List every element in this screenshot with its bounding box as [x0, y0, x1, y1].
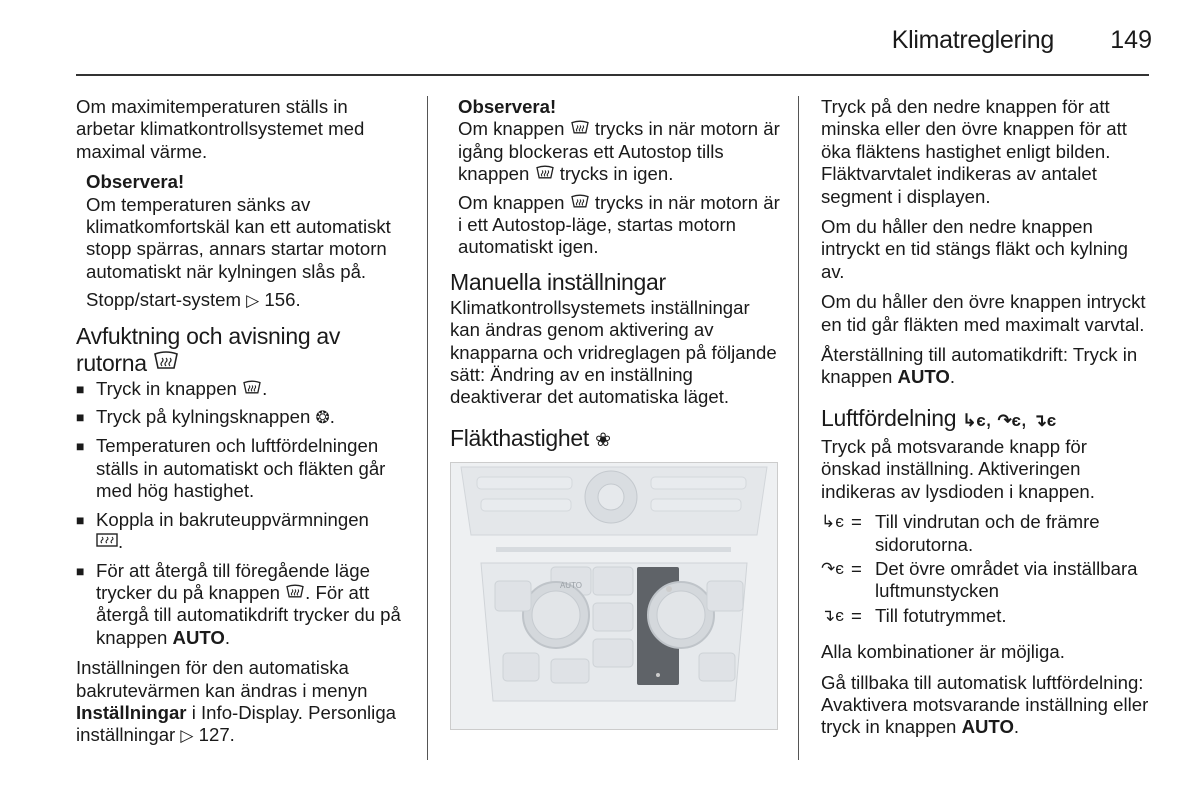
equals-sign: =: [851, 511, 862, 533]
note-box: [458, 96, 780, 259]
air-to-windshield-icon: ↳є: [821, 512, 844, 532]
note-text: trycks in när motorn är igång blockeras ett Autostop tills knappen: [458, 118, 780, 185]
distribution-list: [821, 511, 1151, 627]
column-divider-1: [427, 96, 428, 760]
air-to-windshield-icon: ↳є: [962, 410, 986, 430]
climate-panel-drawing: [451, 463, 777, 729]
air-to-footwell-icon: ↴є: [821, 605, 844, 625]
ref-text: Stopp/start-system: [86, 289, 241, 311]
windshield-defrost-icon: [570, 193, 590, 209]
auto-label: AUTO: [961, 716, 1014, 738]
item-text: För att återgå till föregående läge trycker du på knappen: [96, 559, 370, 603]
item-text: Till vindrutan och de främre sidorutorna.: [875, 511, 1100, 555]
auto-label: AUTO: [897, 366, 950, 388]
section-heading-air-distribution: Luftfördelning ↳є, ↷є, ↴є: [821, 405, 1151, 434]
note-paragraph-2: [458, 192, 780, 259]
para-text: Återställning till automatikdrift: Tryck in knappen: [821, 344, 1138, 388]
heading-text: Avfuktning och avisning av rutorna: [76, 322, 341, 376]
item-text: Temperaturen och luftfördelningen ställs in automatiskt och fläkten går med hög hastighet.: [96, 435, 386, 502]
combinations-paragraph: Alla kombinationer är möjliga.: [821, 641, 1065, 663]
page-reference-arrow-icon: ▷: [180, 726, 194, 746]
intro-paragraph: Om maximitemperaturen ställs in arbetar klimatkontrollsystemet med maximal värme.: [76, 96, 365, 162]
section-heading-defrost: [76, 323, 406, 376]
heading-text: Luftfördelning: [821, 404, 957, 431]
list-item: ■ Koppla in bakruteuppvärmningen .: [76, 508, 369, 553]
fan-paragraph-1: Tryck på den nedre knappen för att minska eller den övre knappen för att öka fläktens hastighet enligt bilden. Fläktvarvtalet indikeras av antalet segment i displayen.: [821, 96, 1127, 207]
reset-paragraph: [821, 672, 1151, 739]
fan-paragraph-2: Om du håller den nedre knappen intryckt en tid stängs fläkt och kylning av.: [821, 216, 1128, 282]
figure-auto-label: AUTO: [559, 580, 583, 590]
equals-sign: =: [851, 604, 862, 626]
note-text: trycks in igen.: [559, 163, 674, 185]
distribution-paragraph: Tryck på motsvarande knapp för önskad inställning. Aktiveringen indikeras av lysdioden i knappen.: [821, 435, 1095, 502]
note-text: Om knappen: [458, 191, 565, 213]
bullet-icon: ■: [76, 438, 85, 455]
bullet-icon: ■: [76, 380, 85, 397]
windshield-defrost-icon: [285, 583, 305, 599]
note-box: [86, 171, 406, 312]
snowflake-icon: ❂: [315, 408, 330, 428]
windshield-defrost-icon: [242, 379, 262, 395]
menu-name: Inställningar: [76, 701, 187, 723]
bullet-icon: ■: [76, 511, 85, 528]
defrost-steps: [76, 378, 406, 649]
column-divider-2: [798, 96, 799, 760]
heading-text: Fläkthastighet: [450, 424, 589, 451]
rear-window-heat-icon: [96, 532, 118, 548]
para-text: Gå tillbaka till automatisk luftfördelning: Avaktivera motsvarande inställning eller tryck in knappen: [821, 671, 1149, 738]
column-2: [450, 96, 780, 730]
cross-reference: [86, 289, 406, 312]
item-text: Koppla in bakruteuppvärmningen: [96, 508, 369, 530]
para-end: .: [1013, 716, 1020, 738]
bullet-icon: ■: [76, 409, 85, 426]
note-text: trycks in när motorn är i ett Autostop-läge, startas motorn automatiskt igen.: [458, 191, 780, 258]
air-to-upper-icon: ↷є: [997, 410, 1021, 430]
outro-text: Inställningen för den automatiska bakrutevärmen kan ändras i menyn: [76, 657, 368, 701]
column-3: [821, 96, 1151, 747]
list-item: ■ För att återgå till föregående läge trycker du på knappen . För att återgå till automatikdrift trycker du på knappen AUTO.: [76, 559, 401, 648]
item-text: Det övre området via inställbara luftmunstycken: [875, 557, 1138, 602]
header-title: Klimatreglering: [891, 26, 1054, 54]
windshield-defrost-icon: [153, 349, 179, 371]
air-to-footwell-icon: ↴є: [1032, 410, 1056, 430]
ref-page: 156.: [264, 289, 301, 311]
note-text: Om temperaturen sänks av klimatkomfortskäl kan ett automatiskt stopp spärras, annars startar motorn automatiskt när kylningen slås på.: [86, 193, 391, 282]
list-item: ■ Tryck på kylningsknappen ❂.: [76, 406, 406, 429]
list-item: [821, 558, 1151, 603]
bullet-icon: ■: [76, 562, 85, 579]
fan-paragraph-3: Om du håller den övre knappen intryckt en tid går fläkten med maximalt varvtal.: [821, 291, 1146, 335]
page-reference-arrow-icon: ▷: [246, 291, 260, 311]
list-item: [76, 435, 406, 502]
manual-paragraph: Klimatkontrollsystemets inställningar kan ändras genom aktivering av knapparna och vridreglagen på följande sätt: Ändring av en inställning deaktiverar det automatiska läget.: [450, 296, 777, 408]
item-text: Tryck på kylningsknappen: [96, 406, 311, 428]
list-item: [821, 511, 1151, 556]
climate-panel-illustration: [450, 462, 778, 730]
note-title: Observera!: [86, 171, 185, 193]
note-text: Om knappen: [458, 118, 565, 140]
item-text-cont: . För att återgå till automatikdrift trycker du på knappen: [96, 581, 401, 648]
note-paragraph-1: [458, 118, 780, 185]
item-text: Tryck in knappen: [96, 377, 237, 399]
item-text: Till fotutrymmet.: [875, 604, 1007, 626]
windshield-defrost-icon: [570, 119, 590, 135]
list-item: [821, 605, 1151, 627]
fan-icon: ❀: [595, 429, 611, 451]
outro-text-cont: i Info-Display. Personliga inställningar: [76, 701, 396, 746]
outro-page: 127.: [198, 724, 235, 746]
windshield-defrost-icon: [535, 164, 555, 180]
page-number: 149: [1110, 26, 1152, 54]
air-to-upper-icon: ↷є: [821, 558, 844, 578]
outro-paragraph: [76, 657, 406, 748]
note-title: Observera!: [458, 96, 557, 117]
list-item: ■ Tryck in knappen .: [76, 377, 268, 399]
section-heading-manual: Manuella inställningar: [450, 268, 666, 295]
auto-label: AUTO: [172, 626, 225, 648]
header-rule: [76, 74, 1149, 76]
section-heading-fan: [450, 425, 780, 454]
equals-sign: =: [851, 557, 862, 579]
fan-paragraph-4: Återställning till automatikdrift: Tryck in knappen AUTO.: [821, 344, 1138, 388]
column-1: [76, 96, 406, 756]
